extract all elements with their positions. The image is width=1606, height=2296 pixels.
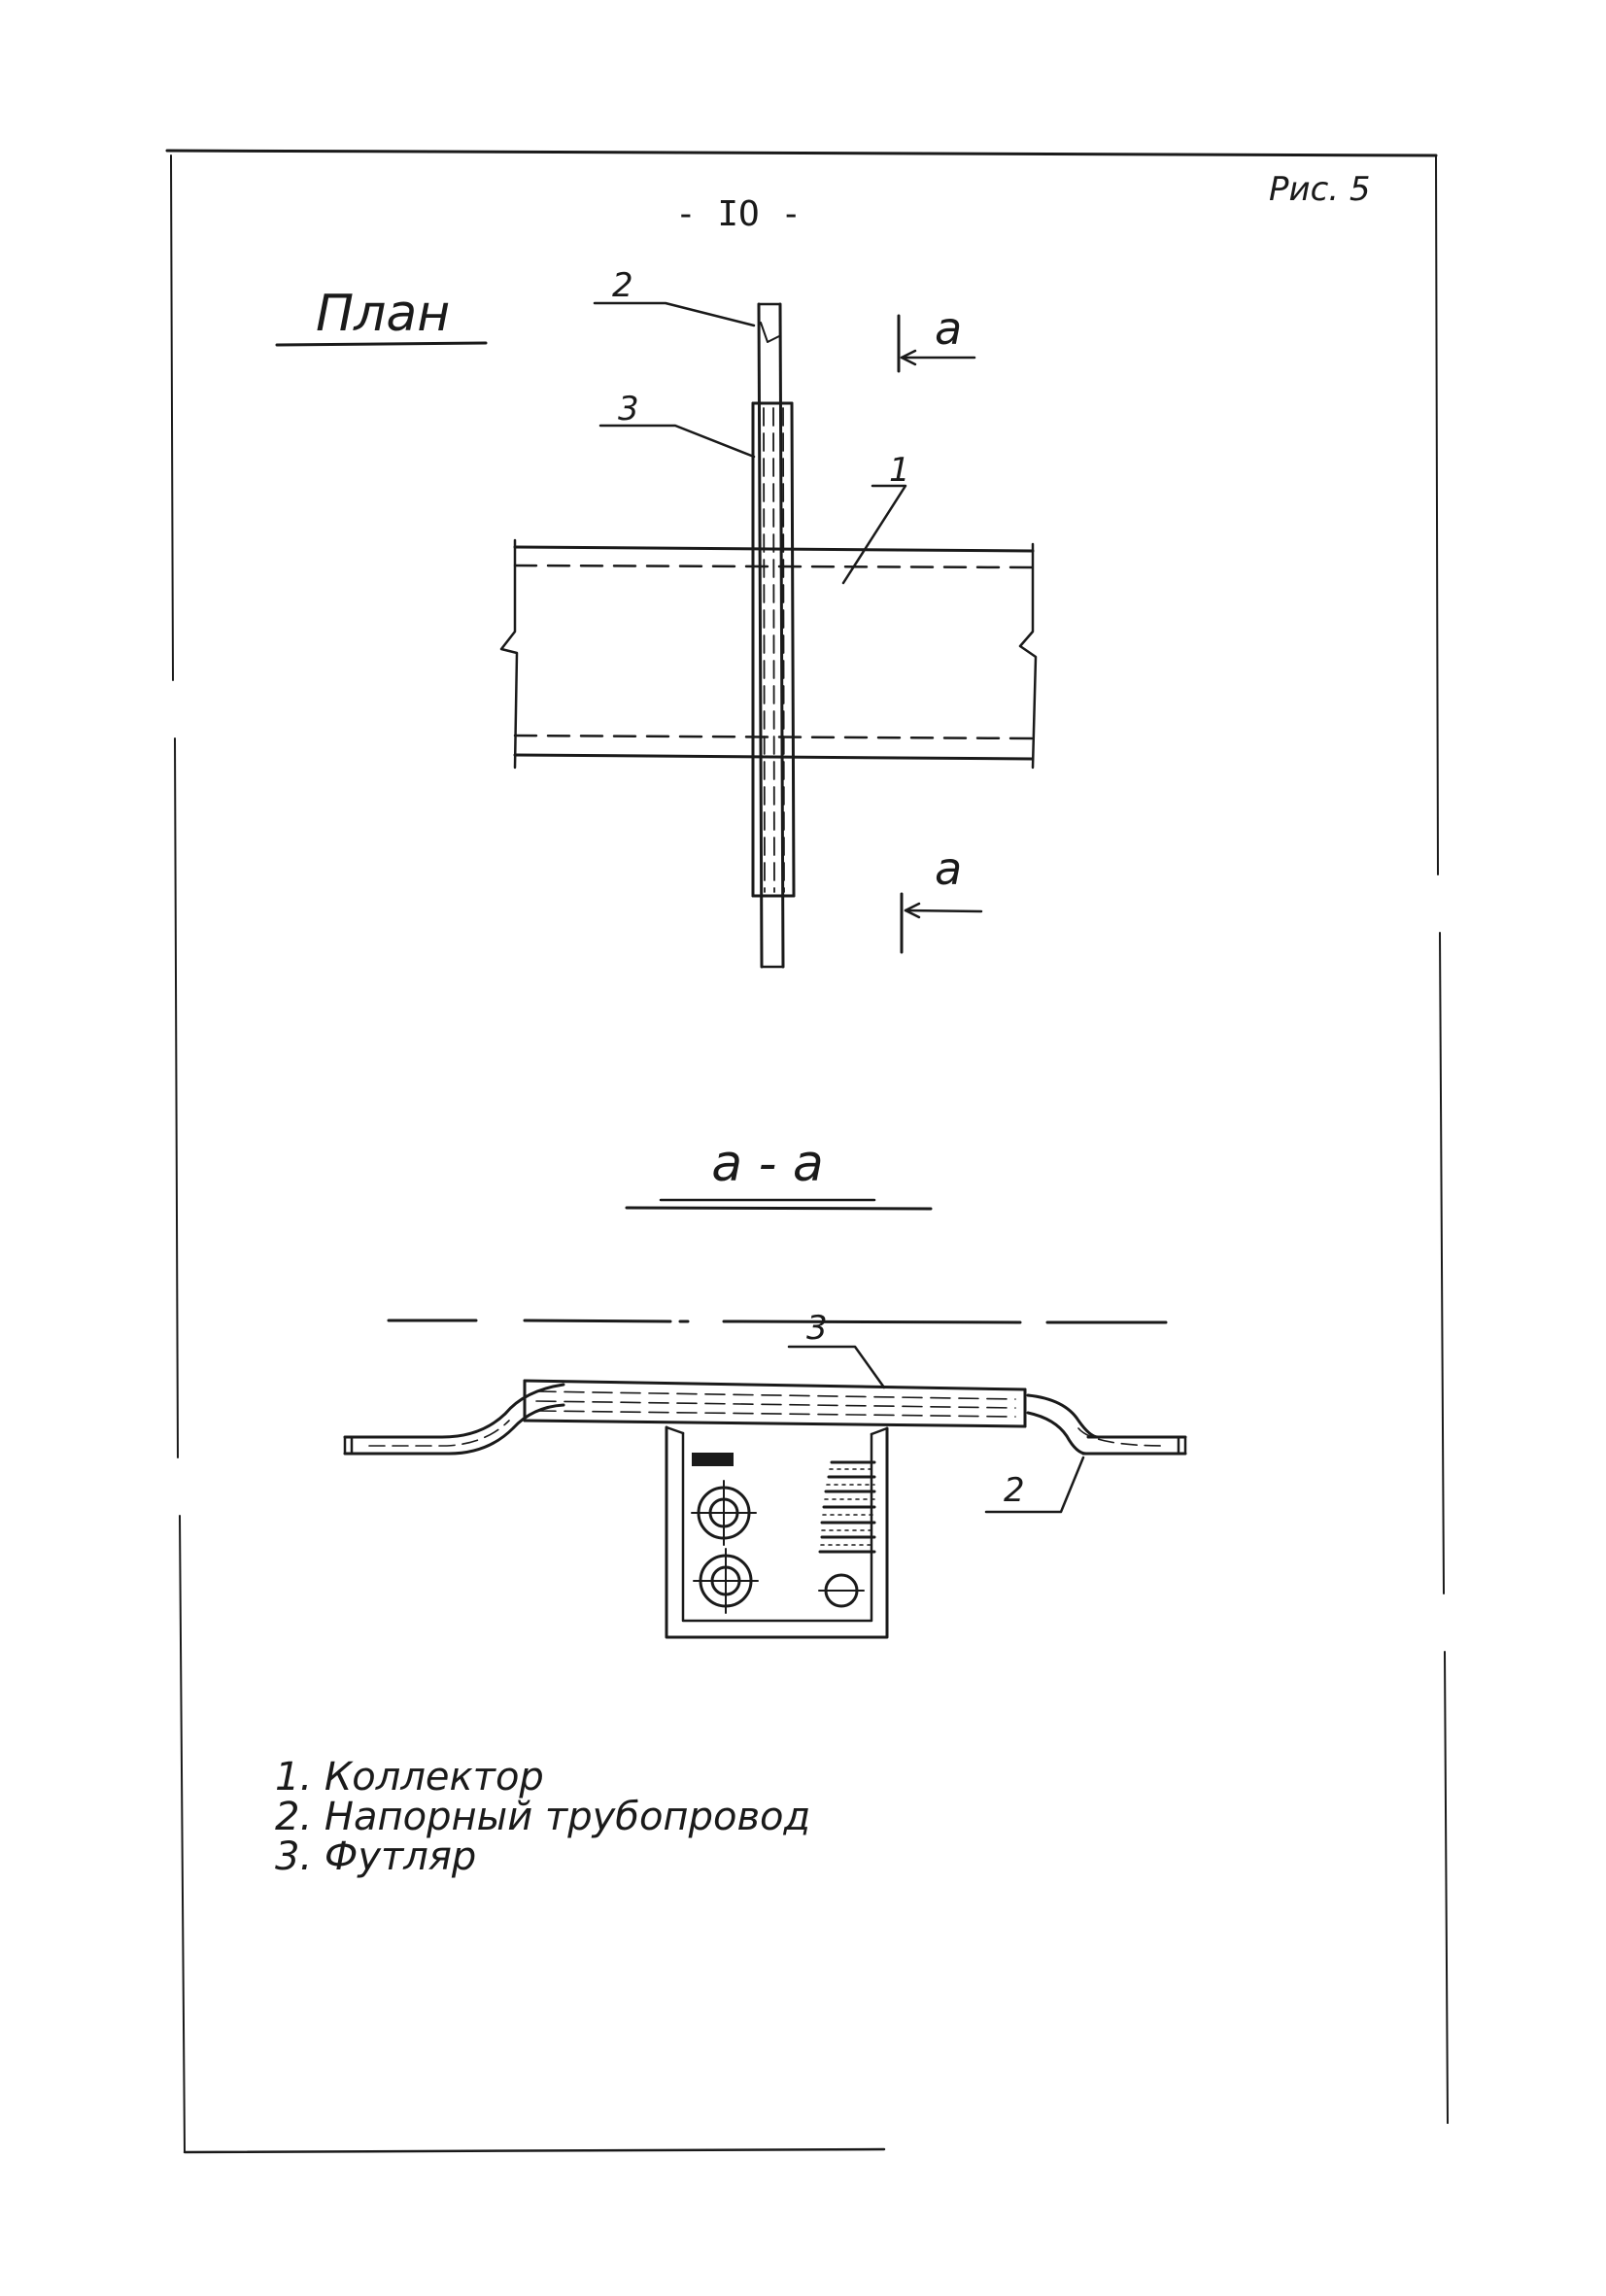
pipe-bottom-right	[819, 1575, 864, 1606]
break-line-left	[501, 540, 517, 768]
section-mark-bottom	[902, 842, 981, 952]
plan-view	[277, 266, 1036, 967]
section-mark-top-letter: а	[935, 302, 963, 355]
legend	[275, 1755, 810, 1879]
section-mark-top	[899, 302, 974, 371]
section-view	[345, 1135, 1185, 1637]
callout-label-pipe: 2	[612, 266, 633, 305]
collector	[501, 540, 1036, 768]
callout-casing-plan	[600, 390, 754, 457]
page-number: - IO -	[674, 194, 803, 234]
casing-section	[525, 1381, 1025, 1426]
pipe-top-left	[692, 1481, 756, 1545]
callout-pipe-section	[986, 1457, 1083, 1512]
cable-rack	[820, 1462, 874, 1552]
pipe-bottom-left	[694, 1549, 758, 1613]
section-mark-bottom-letter: а	[935, 842, 963, 895]
callout-label-collector: 1	[889, 451, 910, 490]
ground-line	[389, 1320, 1166, 1322]
callout-label-casing: 3	[618, 390, 639, 428]
legend-item-2: 2. Напорный трубопровод	[275, 1795, 811, 1839]
callout-collector-plan	[843, 451, 910, 583]
legend-item-3: 3. Футляр	[275, 1834, 477, 1879]
section-title: а - а	[711, 1135, 824, 1193]
plan-title: План	[316, 285, 451, 343]
cable-tray	[692, 1453, 734, 1466]
figure-label: Рис. 5	[1269, 170, 1371, 209]
callout-label-casing-section: 3	[806, 1309, 828, 1348]
break-line-right	[1020, 544, 1036, 768]
plan-title-underline	[277, 343, 486, 345]
callout-pipe-plan	[595, 266, 754, 326]
callout-label-pipe-section: 2	[1004, 1471, 1025, 1510]
legend-item-1: 1. Коллектор	[275, 1755, 544, 1799]
collector-cross-section	[666, 1427, 887, 1637]
